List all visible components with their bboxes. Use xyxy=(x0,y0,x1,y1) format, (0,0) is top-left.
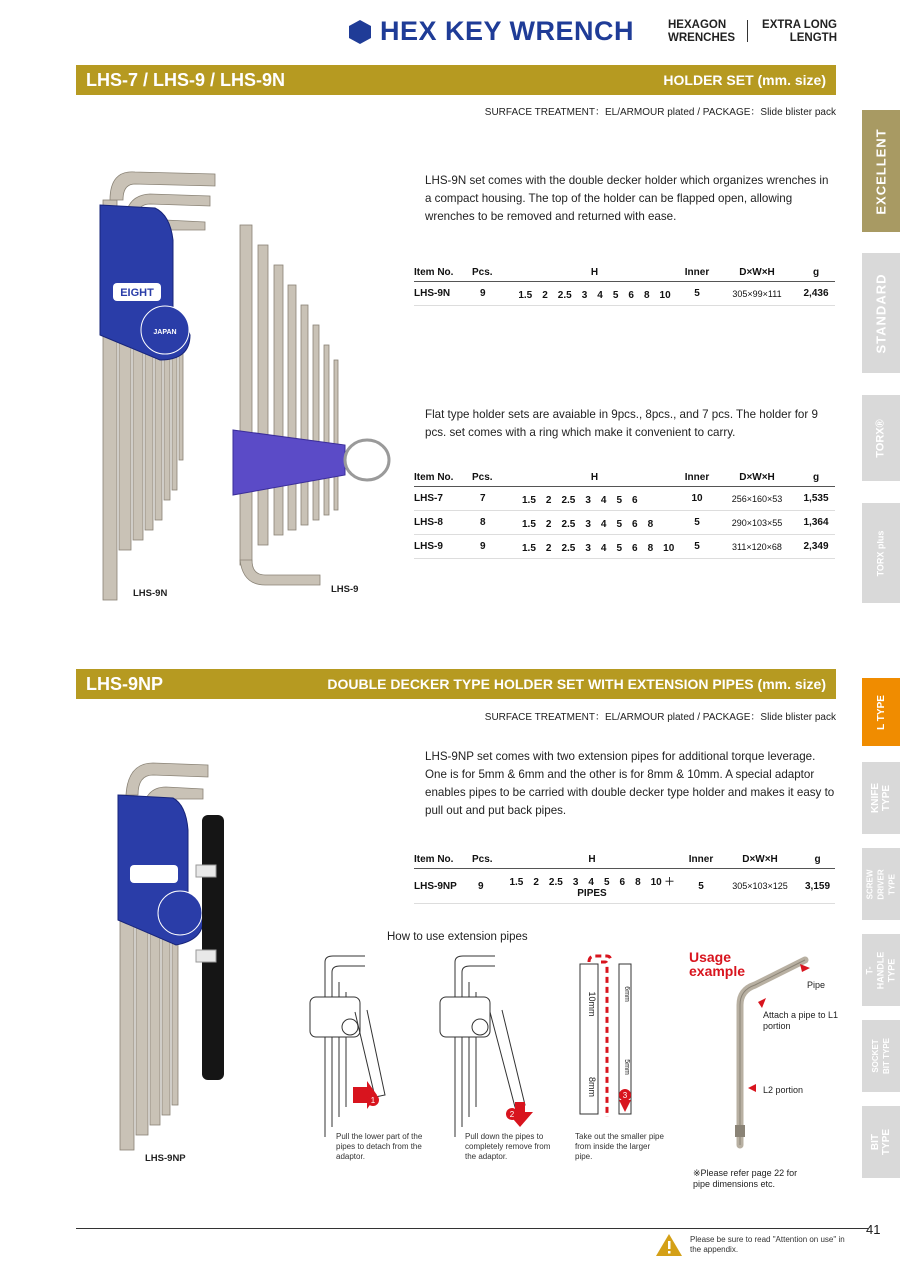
holder-logo: EIGHT xyxy=(120,287,154,299)
step-2-text: Pull down the pipes to completely remove from the adaptor. xyxy=(465,1132,551,1161)
category-extra-long: EXTRA LONG LENGTH xyxy=(762,19,837,44)
page-number: 41 xyxy=(866,1222,881,1237)
tab-standard[interactable]: STANDARD xyxy=(862,253,900,373)
attention-note: Please be sure to read "Attention on use" in the appendix. xyxy=(690,1235,845,1254)
product-image-lhs9np xyxy=(108,755,248,1155)
category-hexagon: HEXAGON WRENCHES xyxy=(668,19,736,44)
table-row: LHS-9NP 9 1.5 2 2.5 3 4 5 6 8 10 ＋ PIPES 5 305×103×125 3,159 xyxy=(414,869,835,904)
table-row: LHS-8 8 1.5 2 2.5 3 4 5 6 8 5 290×103×55 1,364 xyxy=(414,511,835,535)
warning-icon xyxy=(655,1233,683,1257)
tab-bit-type[interactable]: BIT TYPE xyxy=(862,1106,900,1178)
brand-header xyxy=(348,16,634,47)
usage-title: Usage example xyxy=(689,949,746,979)
section1-desc1: LHS-9N set comes with the double decker holder which organizes wrenches in a compact housing. The top of the holder can be flapped open, allowing wrenches to be removed and returned with ease. xyxy=(425,174,829,223)
label-lhs9np: LHS-9NP xyxy=(145,1153,186,1164)
tab-excellent[interactable]: EXCELLENT xyxy=(862,110,900,232)
header-divider xyxy=(747,20,748,42)
tab-screw-driver-type[interactable]: SCREW DRIVER TYPE xyxy=(862,848,900,920)
spec-table-lhs9n xyxy=(414,264,835,306)
howto-diagram xyxy=(305,952,685,1142)
step-3-number: 3 xyxy=(622,1091,628,1100)
product-image-lhs9-set xyxy=(95,160,405,610)
pipe-label-8mm: 8mm xyxy=(587,1077,597,1097)
usage-l2-label: L2 portion xyxy=(763,1085,804,1095)
section1-desc2: Flat type holder sets are avaiable in 9pcs., 8pcs., and 7 pcs. The holder for 9 pcs. set comes with a ring which make it convenient to carry. xyxy=(425,408,818,439)
section1-subtitle: HOLDER SET (mm. size) xyxy=(663,72,826,88)
usage-note: ※Please refer page 22 for pipe dimensions etc. xyxy=(693,1168,798,1189)
spec-table-lhs9np xyxy=(414,851,835,904)
hexagon-icon xyxy=(348,19,372,45)
tab-t-handle-type[interactable]: T-HANDLE TYPE xyxy=(862,934,900,1006)
step-1-number: 1 xyxy=(370,1096,376,1105)
label-lhs9n: LHS-9N xyxy=(133,588,168,599)
section1-model: LHS-7 / LHS-9 / LHS-9N xyxy=(86,69,286,90)
section2-subtitle: DOUBLE DECKER TYPE HOLDER SET WITH EXTENSION PIPES (mm. size) xyxy=(327,676,826,692)
section2-surface: SURFACE TREATMENT：EL/ARMOUR plated / PACKAGE：Slide blister pack xyxy=(484,712,836,723)
table-header-row: Item No. Pcs. H Inner D×W×H g xyxy=(414,264,835,282)
spec-table-lhs-flat xyxy=(414,469,835,559)
howto-title: How to use extension pipes xyxy=(387,931,528,943)
tab-torx[interactable]: TORX® xyxy=(862,395,900,481)
usage-pipe-label: Pipe xyxy=(807,980,826,990)
section2-desc: LHS-9NP set comes with two extension pipes for additional torque leverage. One is for 5mm & 6mm and the other is for 8mm & 10mm. A special adaptor enables pipes to be carried with double decker type holder and makes it easy to pull out and put back pipes. xyxy=(425,750,835,817)
step-1-text: Pull the lower part of the pipes to detach from the adaptor. xyxy=(336,1132,423,1161)
table-header-row: Item No. Pcs. H Inner D×W×H g xyxy=(414,851,835,869)
usage-attach-label: Attach a pipe to L1 portion xyxy=(763,1010,839,1031)
table-row: LHS-9N 9 1.5 2 2.5 3 4 5 6 8 10 5 305×99×111 2,436 xyxy=(414,282,835,306)
pipe-label-6mm: 6mm xyxy=(623,986,630,1002)
holder-country: JAPAN xyxy=(153,329,177,336)
section1-bar xyxy=(76,65,836,95)
pipe-label-5mm: 5mm xyxy=(623,1059,630,1075)
label-lhs9: LHS-9 xyxy=(331,584,359,595)
table-row: LHS-7 7 1.5 2 2.5 3 4 5 6 10 256×160×53 1,535 xyxy=(414,487,835,511)
section2-model: LHS-9NP xyxy=(86,673,164,694)
tab-knife-type[interactable]: KNIFE TYPE xyxy=(862,762,900,834)
section2-bar xyxy=(76,669,836,699)
tab-l-type[interactable]: L TYPE xyxy=(862,678,900,746)
section1-surface: SURFACE TREATMENT：EL/ARMOUR plated / PACKAGE：Slide blister pack xyxy=(484,107,836,118)
pipe-label-10mm: 10mm xyxy=(587,991,597,1017)
table-row: LHS-9 9 1.5 2 2.5 3 4 5 6 8 10 5 311×120×68 2,349 xyxy=(414,535,835,559)
usage-diagram xyxy=(700,950,860,1165)
step-3-text: Take out the smaller pipe from inside the larger pipe. xyxy=(575,1132,664,1161)
tab-socket-bit-type[interactable]: SOCKET BIT TYPE xyxy=(862,1020,900,1092)
step-2-number: 2 xyxy=(509,1110,515,1119)
tab-torx-plus[interactable]: TORX plus xyxy=(862,503,900,603)
brand-title: HEX KEY WRENCH xyxy=(380,16,635,46)
footer-rule xyxy=(76,1228,868,1229)
table-header-row: Item No. Pcs. H Inner D×W×H g xyxy=(414,469,835,487)
